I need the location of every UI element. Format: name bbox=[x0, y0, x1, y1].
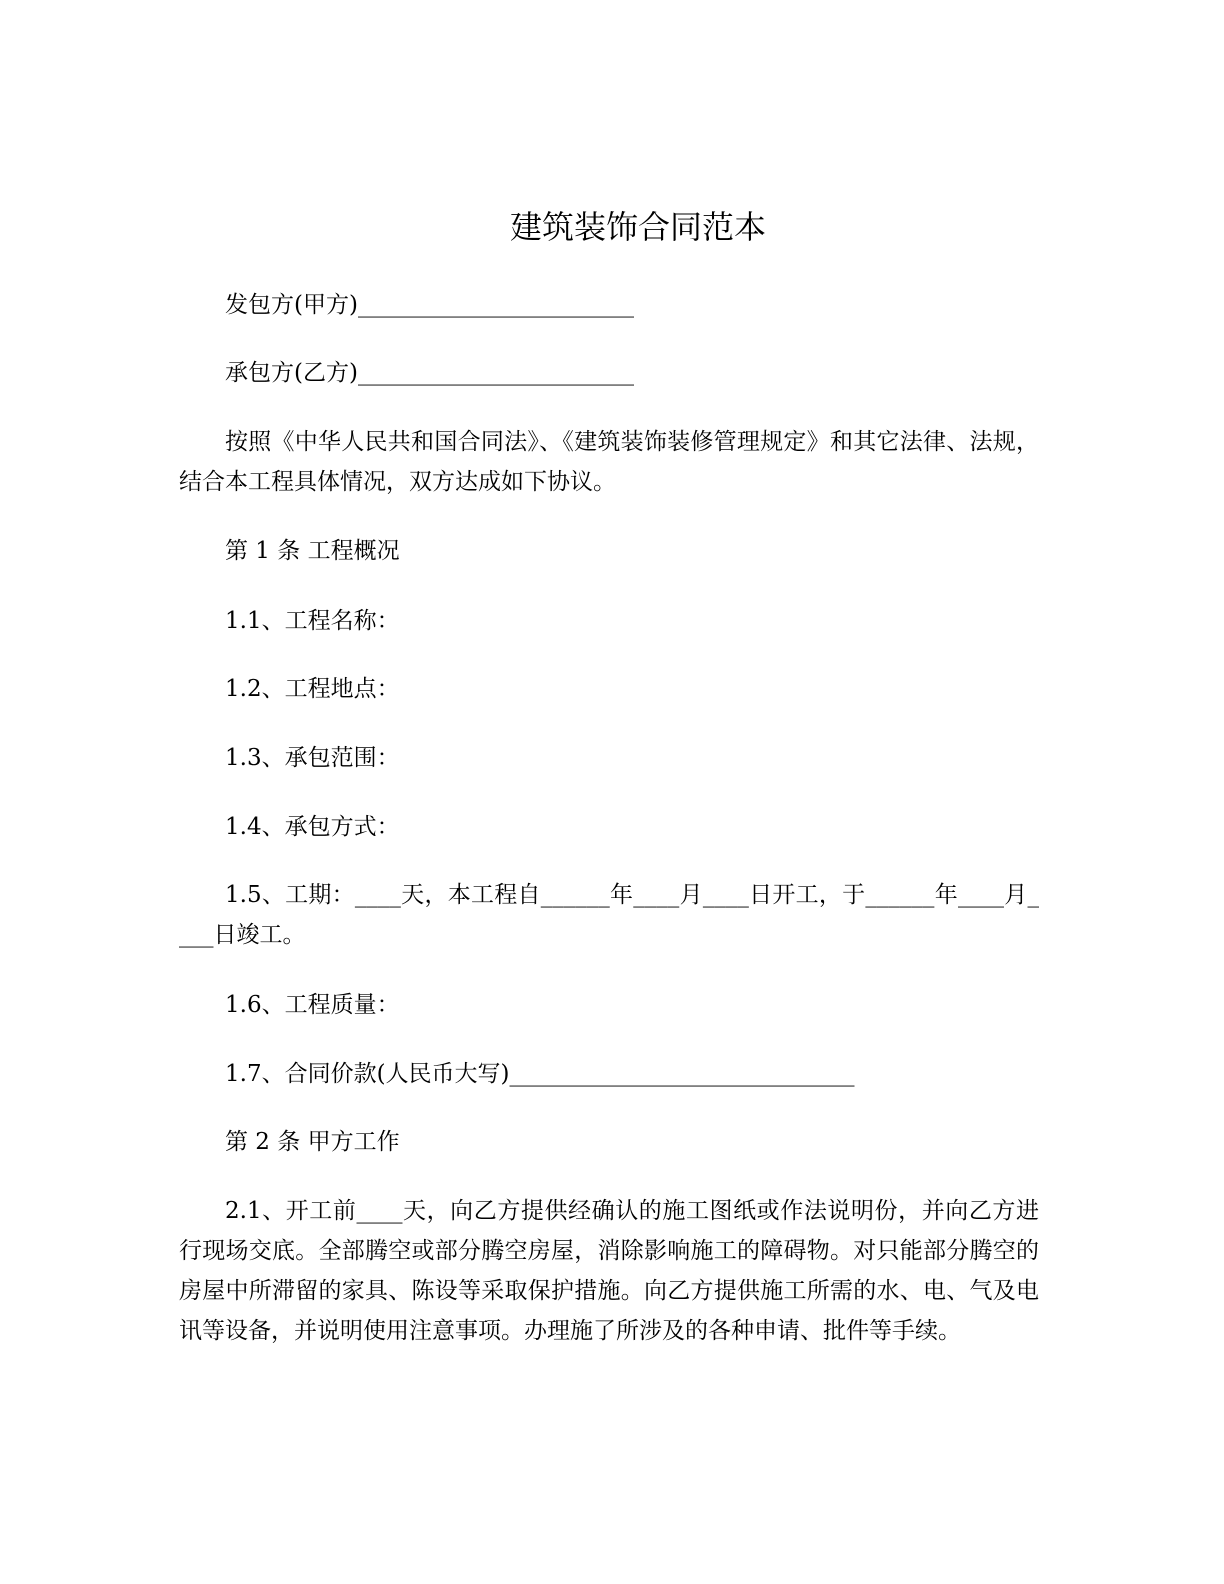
article-2-heading: 第 2 条 甲方工作 bbox=[225, 1129, 400, 1155]
item-1-2: 1.2、工程地点： bbox=[225, 676, 400, 702]
party-b-line: 承包方(乙方)________________________ bbox=[225, 360, 634, 386]
preamble-paragraph: 按照《中华人民共和国合同法》、《建筑装饰装修管理规定》和其它法律、法规，结合本工程具体情况，双方达成如下协议。 bbox=[179, 429, 1039, 495]
item-1-1: 1.1、工程名称： bbox=[225, 608, 400, 634]
party-a-line: 发包方(甲方)________________________ bbox=[225, 292, 634, 318]
document-title: 建筑装饰合同范本 bbox=[509, 208, 766, 246]
item-1-4: 1.4、承包方式： bbox=[225, 814, 400, 840]
item-1-3: 1.3、承包范围： bbox=[225, 745, 400, 771]
item-1-5: 1.5、工期：____天，本工程自______年____月____日开工，于______年____月____日竣工。 bbox=[179, 882, 1039, 948]
item-1-7: 1.7、合同价款(人民币大写)______________________________ bbox=[225, 1061, 855, 1087]
item-1-6: 1.6、工程质量： bbox=[225, 992, 400, 1018]
article-1-heading: 第 1 条 工程概况 bbox=[225, 538, 400, 564]
item-2-1: 2.1、开工前____天，向乙方提供经确认的施工图纸或作法说明份，并向乙方进行现场交底。全部腾空或部分腾空房屋，消除影响施工的障碍物。对只能部分腾空的房屋中所滞留的家具、陈设等采取保护措施。向乙方提供施工所需的水、电、气及电讯等设备，并说明使用注意事项。办理施了所涉及的各种申请、批件等手续。 bbox=[179, 1198, 1039, 1344]
